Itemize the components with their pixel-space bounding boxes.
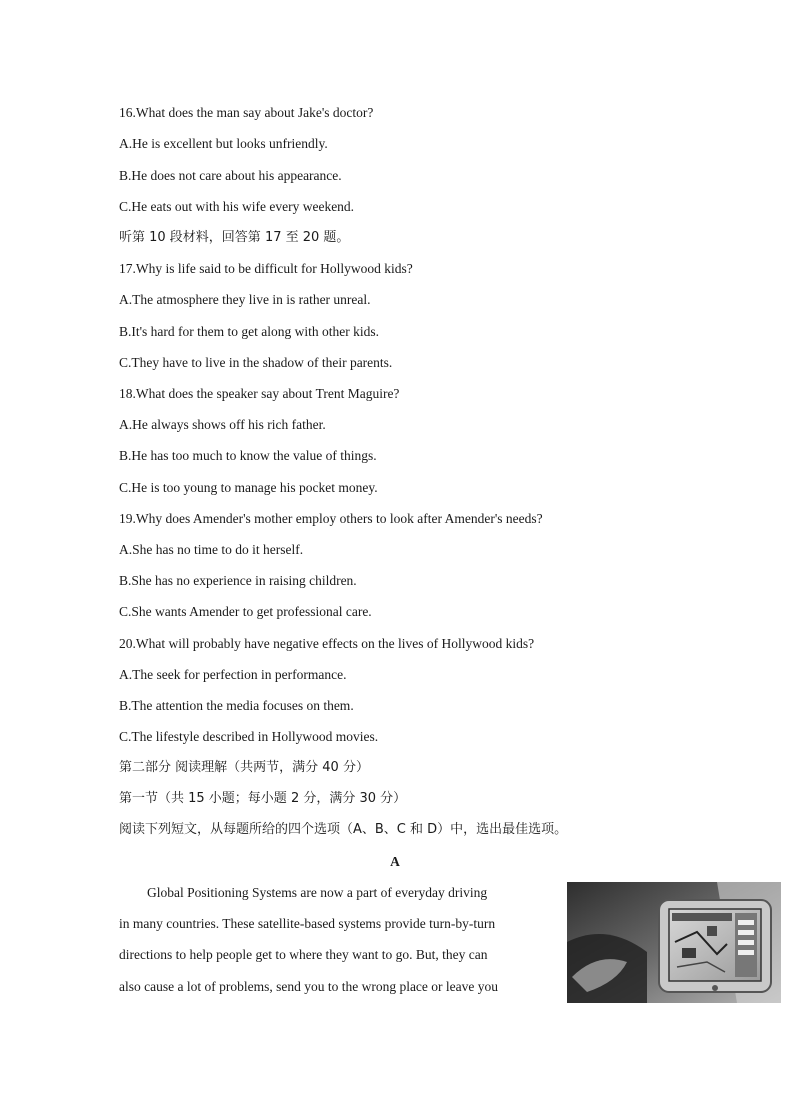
question-20-stem: 20.What will probably have negative effects on the lives of Hollywood kids? (119, 636, 535, 651)
section-one-heading: 第一节（共 15 小题；每小题 2 分，满分 30 分） (119, 791, 407, 806)
question-16-option-c: C.He eats out with his wife every weekend. (119, 199, 355, 214)
listening-instruction: 听第 10 段材料，回答第 17 至 20 题。 (119, 230, 350, 245)
question-18-option-a: A.He always shows off his rich father. (119, 417, 326, 432)
passage-line-2: in many countries. These satellite-based systems provide turn-by-turn (119, 916, 496, 931)
gps-device-photo (567, 882, 781, 1003)
passage-line-4: also cause a lot of problems, send you to the wrong place or leave you (119, 979, 499, 994)
passage-label: A (390, 854, 400, 869)
question-16-option-a: A.He is excellent but looks unfriendly. (119, 136, 328, 151)
question-20-option-c: C.The lifestyle described in Hollywood movies. (119, 729, 379, 744)
question-17-option-c: C.They have to live in the shadow of their parents. (119, 355, 393, 370)
question-18-option-c: C.He is too young to manage his pocket money. (119, 480, 378, 495)
question-16-stem: 16.What does the man say about Jake's doctor? (119, 105, 374, 120)
gps-photo-illustration (567, 882, 781, 1003)
question-20-option-b: B.The attention the media focuses on them. (119, 698, 354, 713)
question-17-stem: 17.Why is life said to be difficult for Hollywood kids? (119, 261, 413, 276)
question-18-stem: 18.What does the speaker say about Trent Maguire? (119, 386, 400, 401)
question-16-option-b: B.He does not care about his appearance. (119, 168, 342, 183)
question-19-option-b: B.She has no experience in raising children. (119, 573, 357, 588)
question-18-option-b: B.He has too much to know the value of things. (119, 448, 377, 463)
reading-instruction: 阅读下列短文，从每题所给的四个选项（A、B、C 和 D）中，选出最佳选项。 (119, 822, 568, 837)
part-two-heading: 第二部分 阅读理解（共两节，满分 40 分） (119, 760, 369, 775)
question-17-option-b: B.It's hard for them to get along with other kids. (119, 324, 380, 339)
question-19-option-a: A.She has no time to do it herself. (119, 542, 304, 557)
question-19-stem: 19.Why does Amender's mother employ others to look after Amender's needs? (119, 511, 543, 526)
passage-line-1: Global Positioning Systems are now a part of everyday driving (147, 885, 488, 900)
question-17-option-a: A.The atmosphere they live in is rather unreal. (119, 292, 371, 307)
question-19-option-c: C.She wants Amender to get professional care. (119, 604, 372, 619)
passage-line-3: directions to help people get to where they want to go. But, they can (119, 947, 488, 962)
question-20-option-a: A.The seek for perfection in performance. (119, 667, 347, 682)
